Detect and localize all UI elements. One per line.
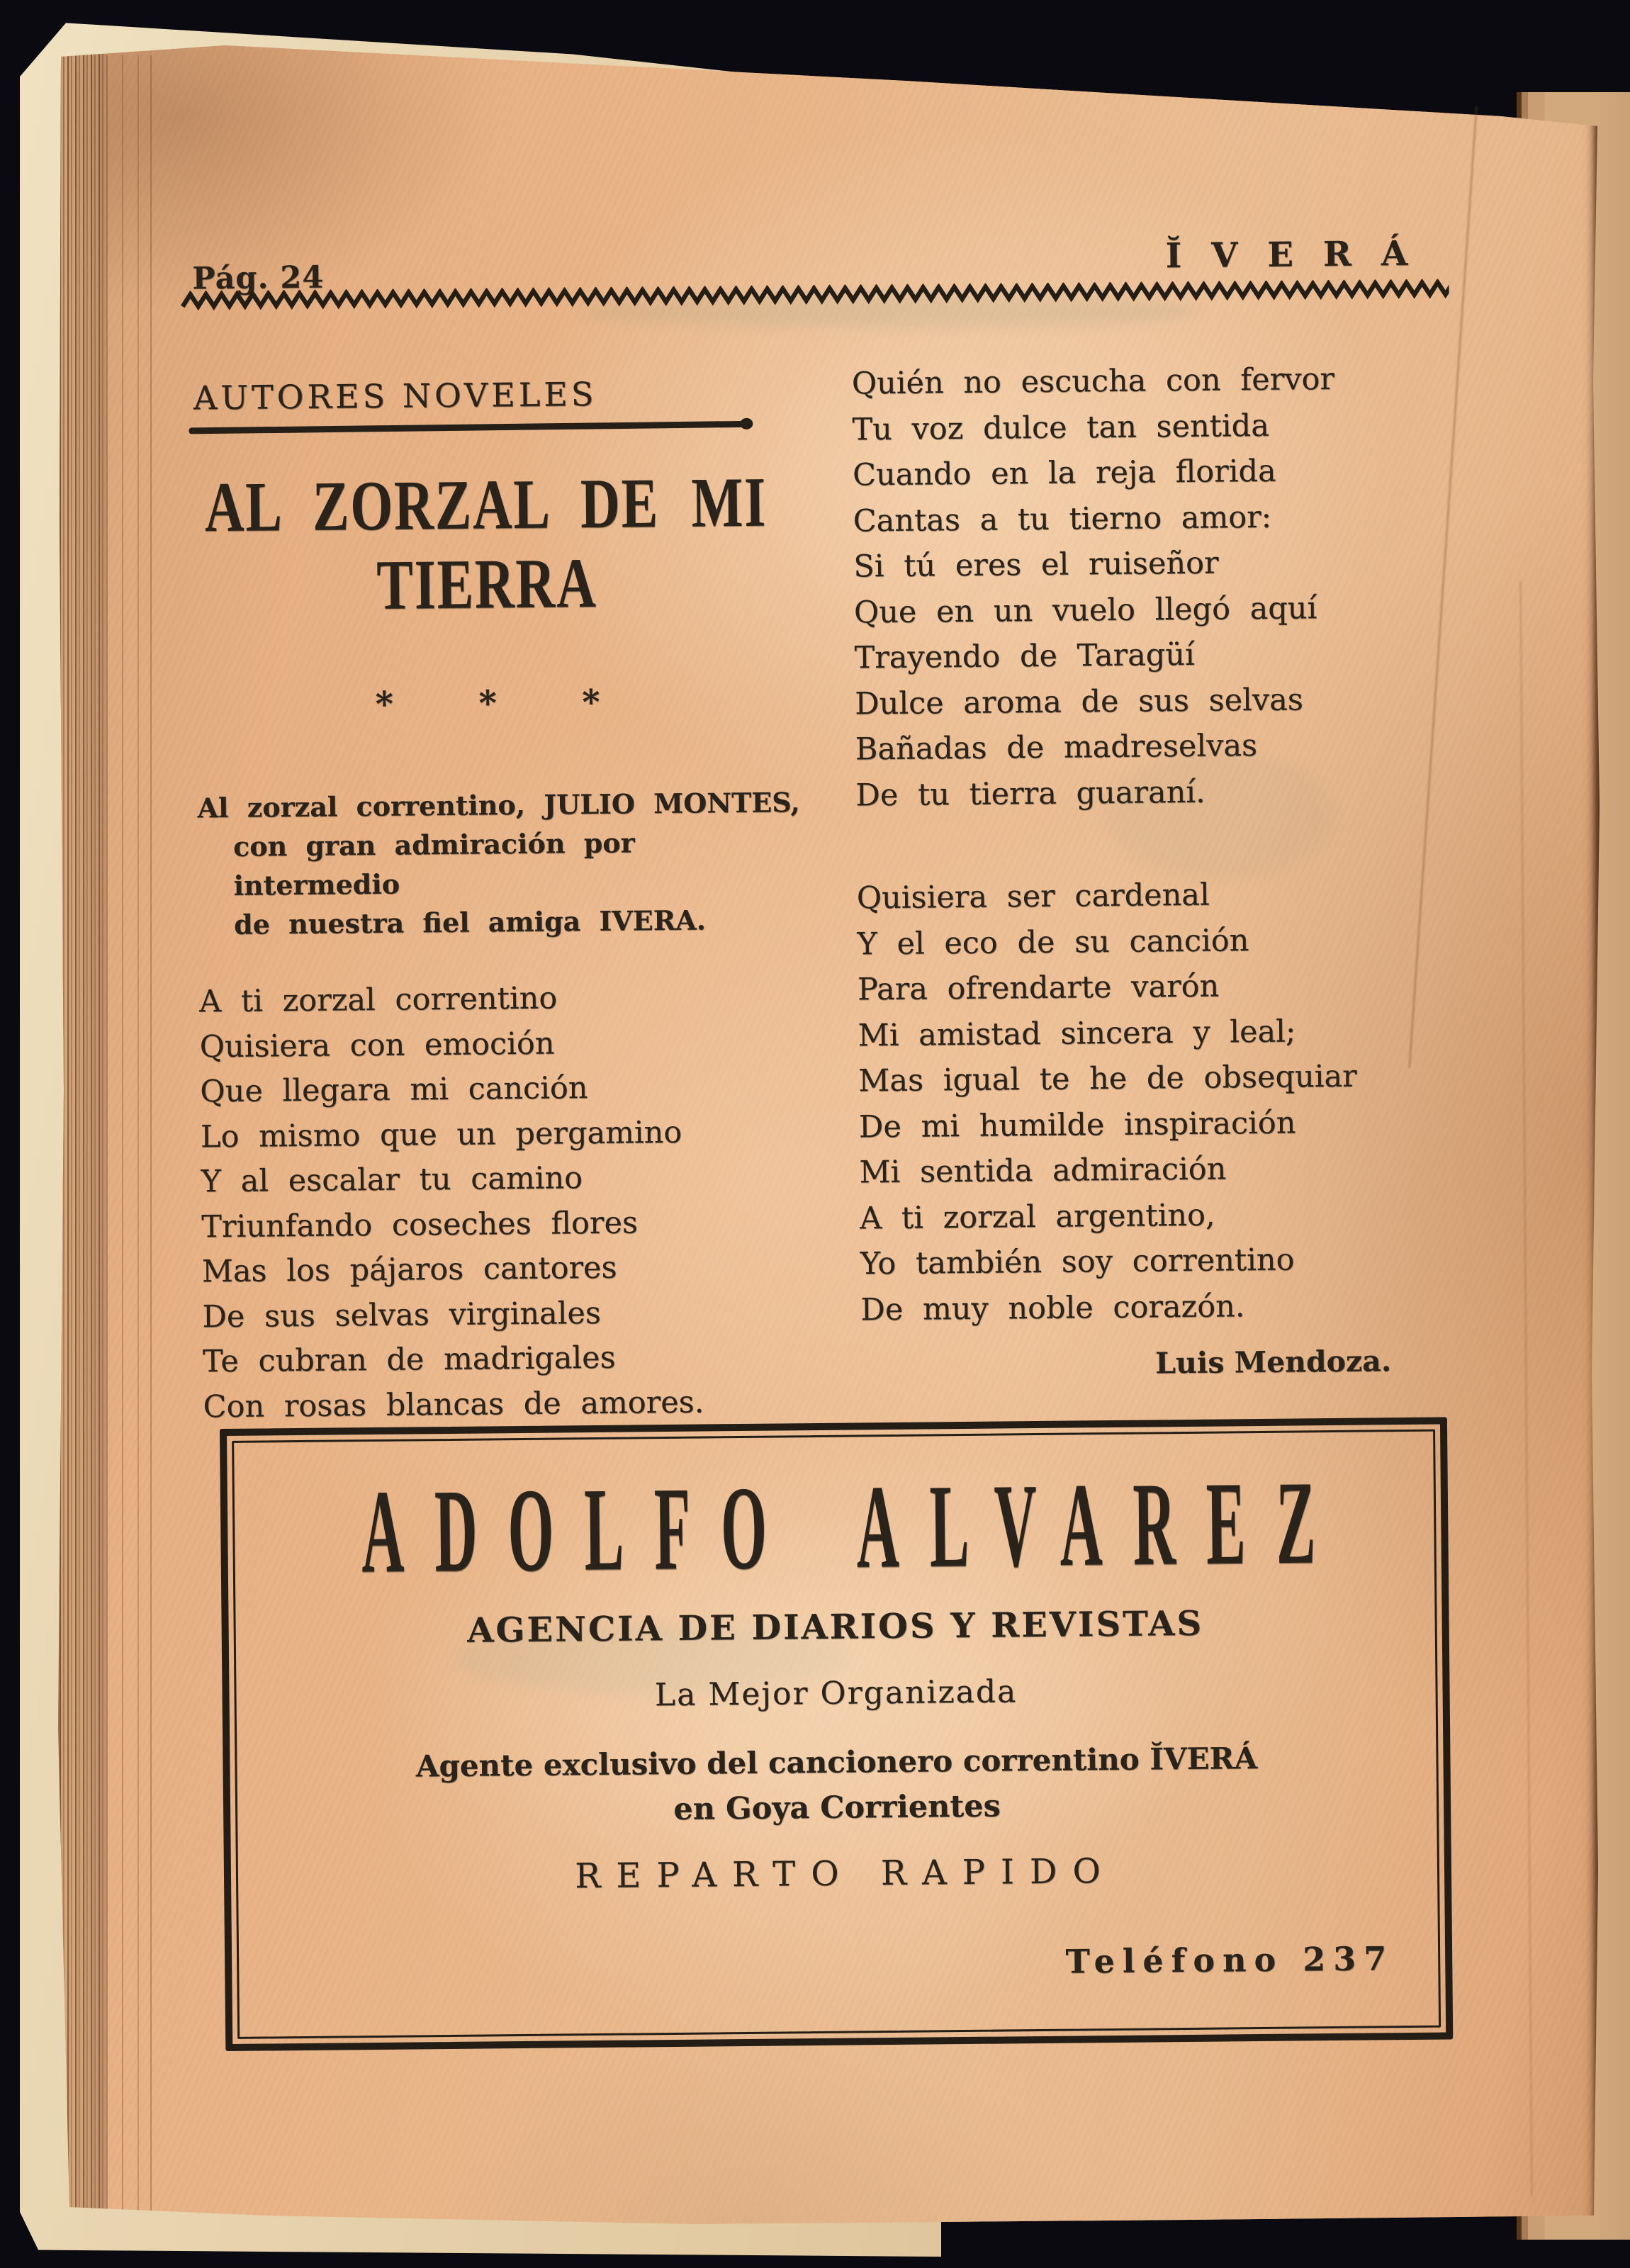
text-line: Quién no escucha con fervor	[851, 361, 1335, 402]
text-line: Tu voz dulce tan sentida	[852, 408, 1270, 447]
text-line: A ti zorzal argentino,	[859, 1197, 1215, 1236]
text-line: Lo mismo que un pergamino	[200, 1114, 682, 1155]
ad-service-line: REPARTO RAPIDO	[574, 1851, 1117, 1897]
advertiser-name-text: ADOLFO ALVAREZ	[360, 1456, 1347, 1598]
text-line: Bañadas de madreselvas	[855, 727, 1258, 768]
text-line: A ti zorzal correntino	[198, 980, 558, 1020]
star-divider: * * *	[375, 682, 637, 724]
text-line: Quisiera con emoción	[199, 1026, 555, 1065]
text-line: Mi amistad sincera y leal;	[858, 1013, 1296, 1053]
text-line: Mas igual te he de obsequiar	[858, 1058, 1357, 1099]
ad-location-line: en Goya Corrientes	[673, 1788, 1001, 1827]
text-line: Para ofrendarte varón	[857, 968, 1220, 1008]
text-line: De mi humilde inspiración	[858, 1104, 1296, 1145]
masthead-title: ĬVERÁ	[1165, 233, 1438, 276]
text-line: De sus selvas virginales	[202, 1295, 602, 1335]
text-line: con gran admiración por intermedio	[232, 826, 635, 902]
text-line: Al zorzal correntino, JULIO MONTES,	[197, 786, 800, 824]
text-line: Dulce aroma de sus selvas	[854, 681, 1304, 722]
text-line: Te cubran de madrigales	[202, 1340, 616, 1380]
text-line: Con rosas blancas de amores.	[203, 1384, 704, 1425]
advertisement-inner-border	[232, 1430, 1441, 2039]
text-line: Mi sentida admiración	[859, 1151, 1227, 1191]
text-line: Trayendo de Taragüí	[854, 636, 1195, 676]
advertiser-name	[235, 1456, 1434, 1598]
zigzag-rule	[181, 279, 1449, 312]
poem-title	[184, 462, 789, 627]
text-line: Si tú eres el ruiseñor	[853, 545, 1219, 585]
poem-stanza-right-2	[857, 871, 1360, 1333]
text-line: Que llegara mi canción	[200, 1070, 588, 1110]
poem-title-line: AL ZORZAL DE MI	[204, 462, 768, 547]
text-line: Y al escalar tu camino	[201, 1160, 583, 1200]
ad-subtitle: AGENCIA DE DIARIOS Y REVISTAS	[466, 1603, 1204, 1651]
text-line: de nuestra fiel amiga IVERA.	[233, 904, 707, 941]
poem-author-signature: Luis Mendoza.	[1154, 1344, 1392, 1381]
text-line: Cuando en la reja florida	[852, 453, 1276, 493]
text-line: Cantas a tu tierno amor:	[853, 499, 1272, 539]
dedication	[197, 782, 808, 944]
page-number-label: Pág. 24	[192, 259, 325, 297]
text-line: Mas los pájaros cantores	[201, 1250, 617, 1290]
poem-stanza-right-1	[852, 357, 1339, 819]
text-line: De muy noble corazón.	[860, 1288, 1245, 1327]
ad-exclusive-line: Agente exclusivo del cancionero correntino ĬVERÁ	[415, 1741, 1258, 1784]
section-heading-underline	[189, 421, 750, 434]
ad-tagline: La Mejor Organizada	[654, 1673, 1018, 1714]
ad-phone: Teléfono 237	[1065, 1939, 1395, 1981]
text-line: Triunfando coseches flores	[201, 1204, 639, 1245]
poem-title-line: TIERRA	[376, 543, 597, 624]
advertisement-box	[220, 1417, 1453, 2051]
text-line: Que en un vuelo llegó aquí	[853, 590, 1317, 630]
text-line: Y el eco de su canción	[857, 922, 1249, 962]
text-line: Yo también soy correntino	[860, 1242, 1295, 1282]
poem-stanza-left	[199, 975, 704, 1430]
text-line: De tu tierra guaraní.	[855, 774, 1205, 813]
section-heading: AUTORES NOVELES	[193, 374, 597, 417]
text-line: Quisiera ser cardenal	[856, 877, 1210, 916]
